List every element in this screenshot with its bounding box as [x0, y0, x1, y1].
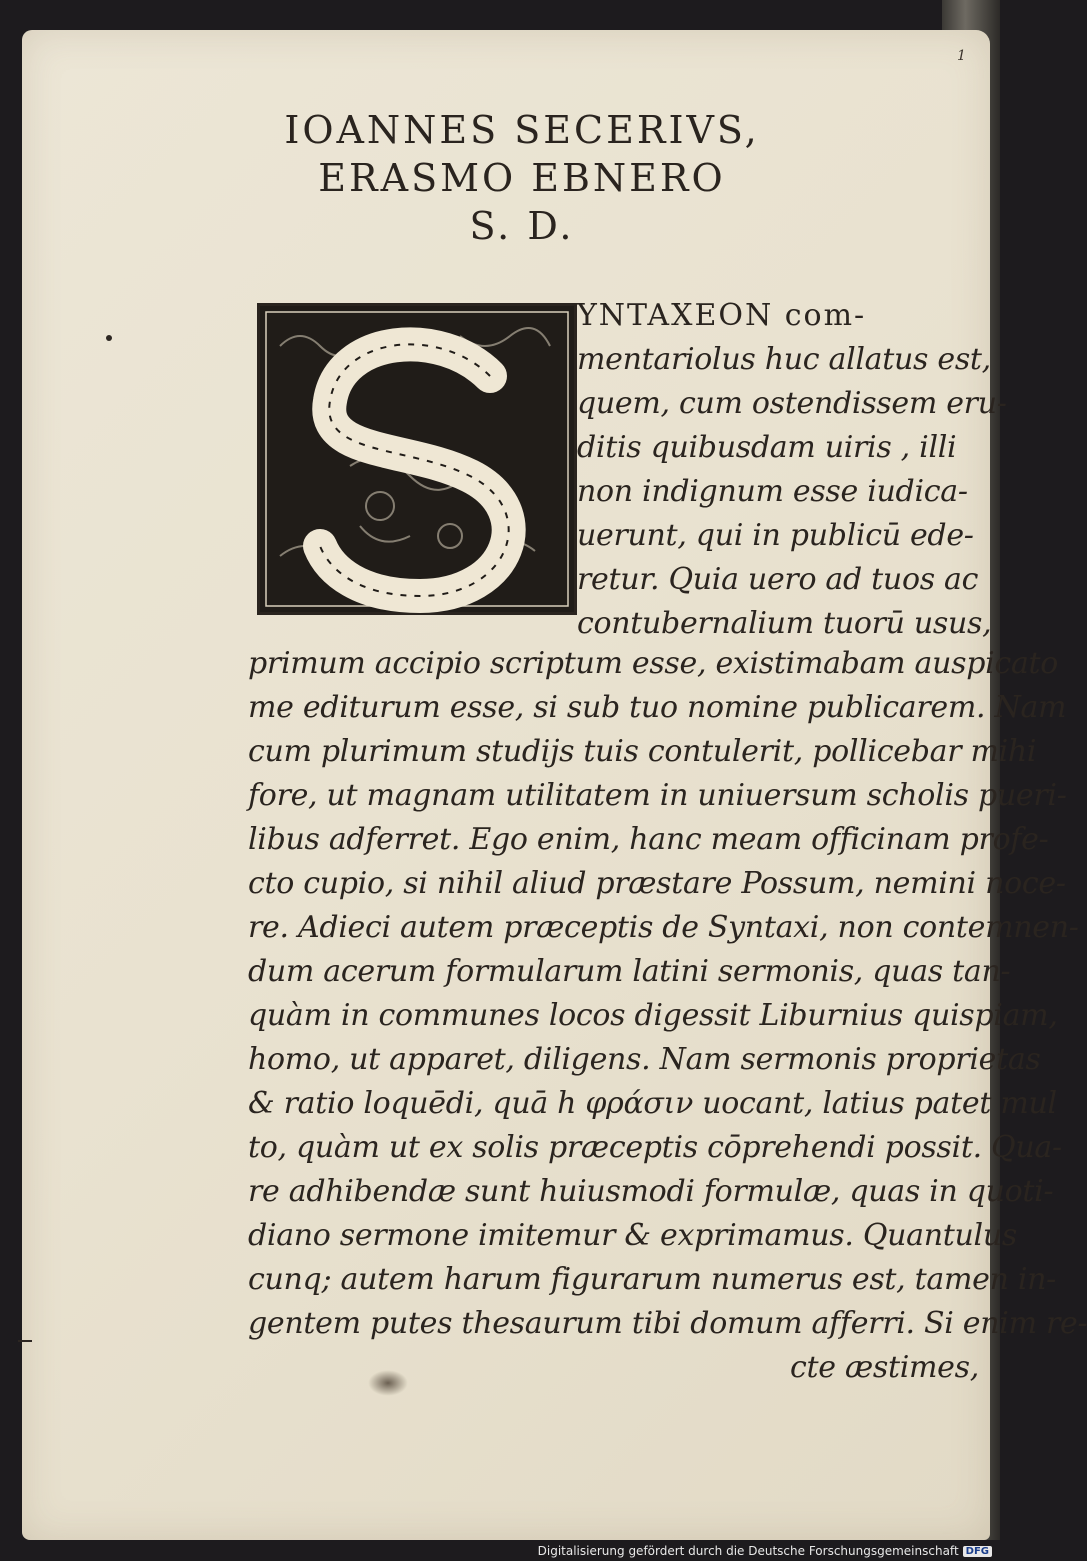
paper-stain [368, 1370, 408, 1396]
text-line: primum accipio scriptum esse, existimabam auspicato [248, 646, 1059, 681]
text-line: gentem putes thesaurum tibi domum afferri. Si enim re- [248, 1306, 1087, 1341]
decorated-initial-woodcut [257, 303, 577, 615]
heading-line-salutation: S. D. [469, 204, 575, 248]
text-line: re. Adieci autem præceptis de Syntaxi, non contemnen- [248, 910, 1079, 945]
page-number: 1 [957, 48, 966, 64]
margin-tick [18, 1340, 32, 1342]
text-line: homo, ut apparet, diligens. Nam sermonis proprietas [248, 1042, 1041, 1077]
text-line: quem, cum ostendissem eru- [577, 386, 1007, 421]
text-line: diano sermone imitemur & exprimamus. Quantulus [248, 1218, 1017, 1253]
text-line: uerunt, qui in publicū ede- [577, 518, 974, 553]
margin-mark [106, 335, 112, 341]
text-line: ditis quibusdam uiris , illi [577, 430, 957, 465]
text-line: quàm in communes locos digessit Liburnius quispiam, [248, 998, 1058, 1033]
text-line: cto cupio, si nihil aliud præstare Possum, nemini noce- [248, 866, 1066, 901]
heading-line-author: IOANNES SECERIVS, [284, 108, 760, 152]
digitization-footer [538, 1544, 992, 1558]
text-line: cum plurimum studijs tuis contulerit, pollicebar mihi [248, 734, 1037, 769]
text-line: fore, ut magnam utilitatem in uniuersum scholis pueri- [248, 778, 1067, 813]
text-line: re adhibendæ sunt huiusmodi formulæ, quas in quoti- [248, 1174, 1054, 1209]
text-line: me editurum esse, si sub tuo nomine publicarem. Nam [248, 690, 1067, 725]
text-line: retur. Quia uero ad tuos ac [577, 562, 979, 597]
text-line: to, quàm ut ex solis præceptis cōprehendi possit. Qua- [248, 1130, 1062, 1165]
ornament-letter-s-icon [260, 306, 574, 612]
heading-line-addressee: ERASMO EBNERO [318, 156, 726, 200]
text-line: & ratio loquēdi, quā h φράσιν uocant, latius patet mul [248, 1086, 1057, 1121]
text-line: non indignum esse iudica- [577, 474, 968, 509]
text-line: YNTAXEON com- [577, 298, 867, 333]
text-line: libus adferret. Ego enim, hanc meam officinam profe- [248, 822, 1049, 857]
text-line: dum acerum formularum latini sermonis, quas tan- [248, 954, 1011, 989]
book-page [22, 30, 1087, 1540]
text-line: mentariolus huc allatus est, [577, 342, 991, 377]
text-line: cunq; autem harum figurarum numerus est, tamen in- [248, 1262, 1057, 1297]
footer-credit: Digitalisierung gefördert durch die Deutsche Forschungsgemeinschaft [537, 1544, 959, 1558]
text-line: contubernalium tuorū usus, [577, 606, 992, 641]
catchword: cte æstimes, [790, 1350, 979, 1385]
dfg-logo-icon: DFG [963, 1546, 992, 1557]
